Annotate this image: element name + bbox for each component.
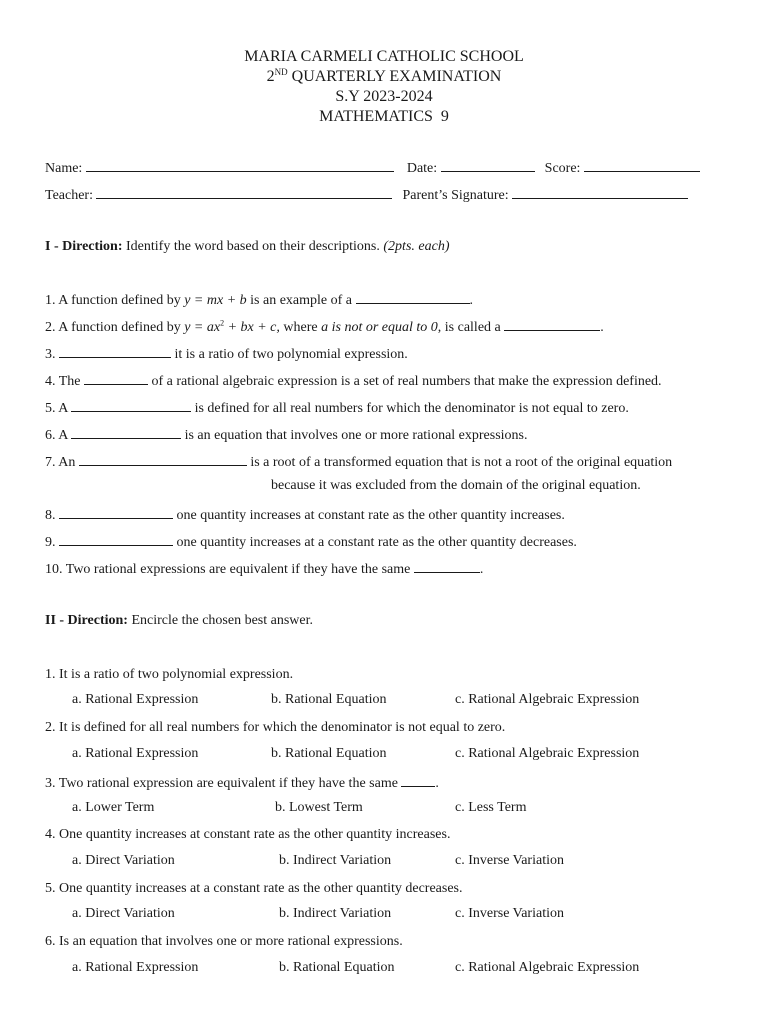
answer-blank[interactable] (414, 559, 480, 573)
score-label: Score: (544, 161, 581, 176)
date-field[interactable] (441, 158, 535, 172)
info-line-2 (45, 185, 688, 204)
part1-item-9 (45, 532, 577, 552)
choice-a[interactable]: a. Rational Expression (72, 960, 199, 975)
item-text: where (279, 320, 322, 335)
part2-question-3 (45, 773, 439, 793)
exam-header (0, 47, 768, 127)
item-text: 9. (45, 535, 59, 550)
item-text: 8. (45, 508, 59, 523)
item-text: . (469, 293, 473, 308)
item-text: 1. A function defined by (45, 293, 185, 308)
part1-item-5 (45, 398, 629, 418)
part1-direction-label: I - Direction: (45, 239, 123, 254)
condition: a is not or equal to 0 (321, 320, 438, 335)
question-text: . (435, 776, 439, 791)
equation: y = ax (184, 320, 221, 335)
answer-blank[interactable] (79, 452, 247, 466)
part1-item-3 (45, 344, 408, 364)
answer-blank[interactable] (59, 505, 173, 519)
choice-b[interactable]: b. Indirect Variation (279, 853, 392, 868)
item-text: 3. (45, 347, 59, 362)
part1-item-10 (45, 559, 483, 579)
answer-blank[interactable] (84, 371, 148, 385)
name-field[interactable] (86, 158, 394, 172)
item-text: 10. Two rational expressions are equivalent if they have the same (45, 562, 414, 577)
date-label: Date: (406, 161, 438, 176)
item-text: 5. A (45, 401, 72, 416)
part1-item-2 (45, 317, 604, 337)
part2-direction-label: II - Direction: (45, 613, 128, 628)
item-text: . (600, 320, 604, 335)
school-year: S.Y 2023-2024 (335, 88, 433, 105)
choice-b[interactable]: b. Lowest Term (275, 800, 363, 815)
name-label: Name: (45, 161, 83, 176)
choice-c[interactable]: c. Inverse Variation (455, 853, 564, 868)
choice-a[interactable]: a. Rational Expression (72, 746, 199, 761)
info-line-1 (45, 158, 700, 177)
subject-title: MATHEMATICS 9 (319, 108, 449, 125)
part1-item-1 (45, 290, 473, 310)
part2-question-6: 6. Is an equation that involves one or more rational expressions. (45, 934, 403, 949)
part1-points: (2pts. each) (383, 239, 450, 254)
part2-question-5: 5. One quantity increases at a constant rate as the other quantity decreases. (45, 881, 463, 896)
teacher-field[interactable] (96, 185, 392, 199)
teacher-label: Teacher: (45, 188, 93, 203)
answer-blank[interactable] (71, 425, 181, 439)
part1-direction-text: Identify the word based on their descriptions. (122, 239, 384, 254)
item-text: , is called a (437, 320, 505, 335)
score-field[interactable] (584, 158, 700, 172)
choice-a[interactable]: a. Direct Variation (72, 853, 175, 868)
choice-c[interactable]: c. Inverse Variation (455, 906, 564, 921)
question-text: 3. Two rational expression are equivalent if they have the same (45, 776, 402, 791)
exam-ordinal: 2 (266, 68, 275, 85)
item-text: of a rational algebraic expression is a set of real numbers that make the expression defined. (148, 374, 662, 389)
choice-c[interactable]: c. Rational Algebraic Expression (455, 692, 640, 707)
choice-a[interactable]: a. Lower Term (72, 800, 155, 815)
item-text: 4. The (45, 374, 85, 389)
part1-item-8 (45, 505, 565, 525)
part1-item-4 (45, 371, 662, 391)
part2-question-4: 4. One quantity increases at constant rate as the other quantity increases. (45, 827, 451, 842)
answer-blank[interactable] (71, 398, 191, 412)
exam-title-text: QUARTERLY EXAMINATION (287, 68, 502, 85)
item-text: is an equation that involves one or more rational expressions. (181, 428, 528, 443)
part1-item-7-continuation: because it was excluded from the domain of the original equation. (271, 478, 641, 493)
part2-direction-text: Encircle the chosen best answer. (127, 613, 313, 628)
answer-blank[interactable] (401, 773, 435, 787)
item-text: 7. An (45, 455, 79, 470)
item-text: 2. A function defined by (45, 320, 185, 335)
choice-c[interactable]: c. Rational Algebraic Expression (455, 746, 640, 761)
item-text: one quantity increases at a constant rate as the other quantity decreases. (173, 535, 577, 550)
part1-item-7 (45, 452, 672, 472)
equation: + bx + c, (224, 320, 280, 335)
answer-blank[interactable] (59, 344, 171, 358)
part1-item-6 (45, 425, 528, 445)
exam-title (0, 67, 768, 87)
part2-question-2: 2. It is defined for all real numbers for which the denominator is not equal to zero. (45, 720, 506, 735)
school-name: MARIA CARMELI CATHOLIC SCHOOL (244, 48, 524, 65)
item-text: one quantity increases at constant rate as the other quantity increases. (173, 508, 565, 523)
item-text: it is a ratio of two polynomial expression. (171, 347, 408, 362)
item-text: is defined for all real numbers for which the denominator is not equal to zero. (191, 401, 629, 416)
choice-b[interactable]: b. Rational Equation (271, 746, 387, 761)
answer-blank[interactable] (59, 532, 173, 546)
equation: y = mx + b (184, 293, 247, 308)
choice-b[interactable]: b. Indirect Variation (279, 906, 392, 921)
part2-direction (45, 612, 313, 630)
choice-b[interactable]: b. Rational Equation (271, 692, 387, 707)
choice-a[interactable]: a. Direct Variation (72, 906, 175, 921)
choice-c[interactable]: c. Less Term (455, 800, 527, 815)
part2-question-1: 1. It is a ratio of two polynomial expression. (45, 667, 294, 682)
choice-c[interactable]: c. Rational Algebraic Expression (455, 960, 640, 975)
part1-direction (45, 238, 449, 256)
choice-b[interactable]: b. Rational Equation (279, 960, 395, 975)
answer-blank[interactable] (356, 290, 470, 304)
item-text: is a root of a transformed equation that is not a root of the original equation (246, 455, 673, 470)
item-text: 6. A (45, 428, 72, 443)
exam-ordinal-suffix: ND (274, 67, 288, 77)
parent-signature-label: Parent’s Signature: (402, 188, 509, 203)
item-text: is an example of a (246, 293, 356, 308)
choice-a[interactable]: a. Rational Expression (72, 692, 199, 707)
exponent: 2 (220, 318, 225, 328)
item-text: . (479, 562, 484, 577)
answer-blank[interactable] (504, 317, 600, 331)
parent-signature-field[interactable] (512, 185, 688, 199)
